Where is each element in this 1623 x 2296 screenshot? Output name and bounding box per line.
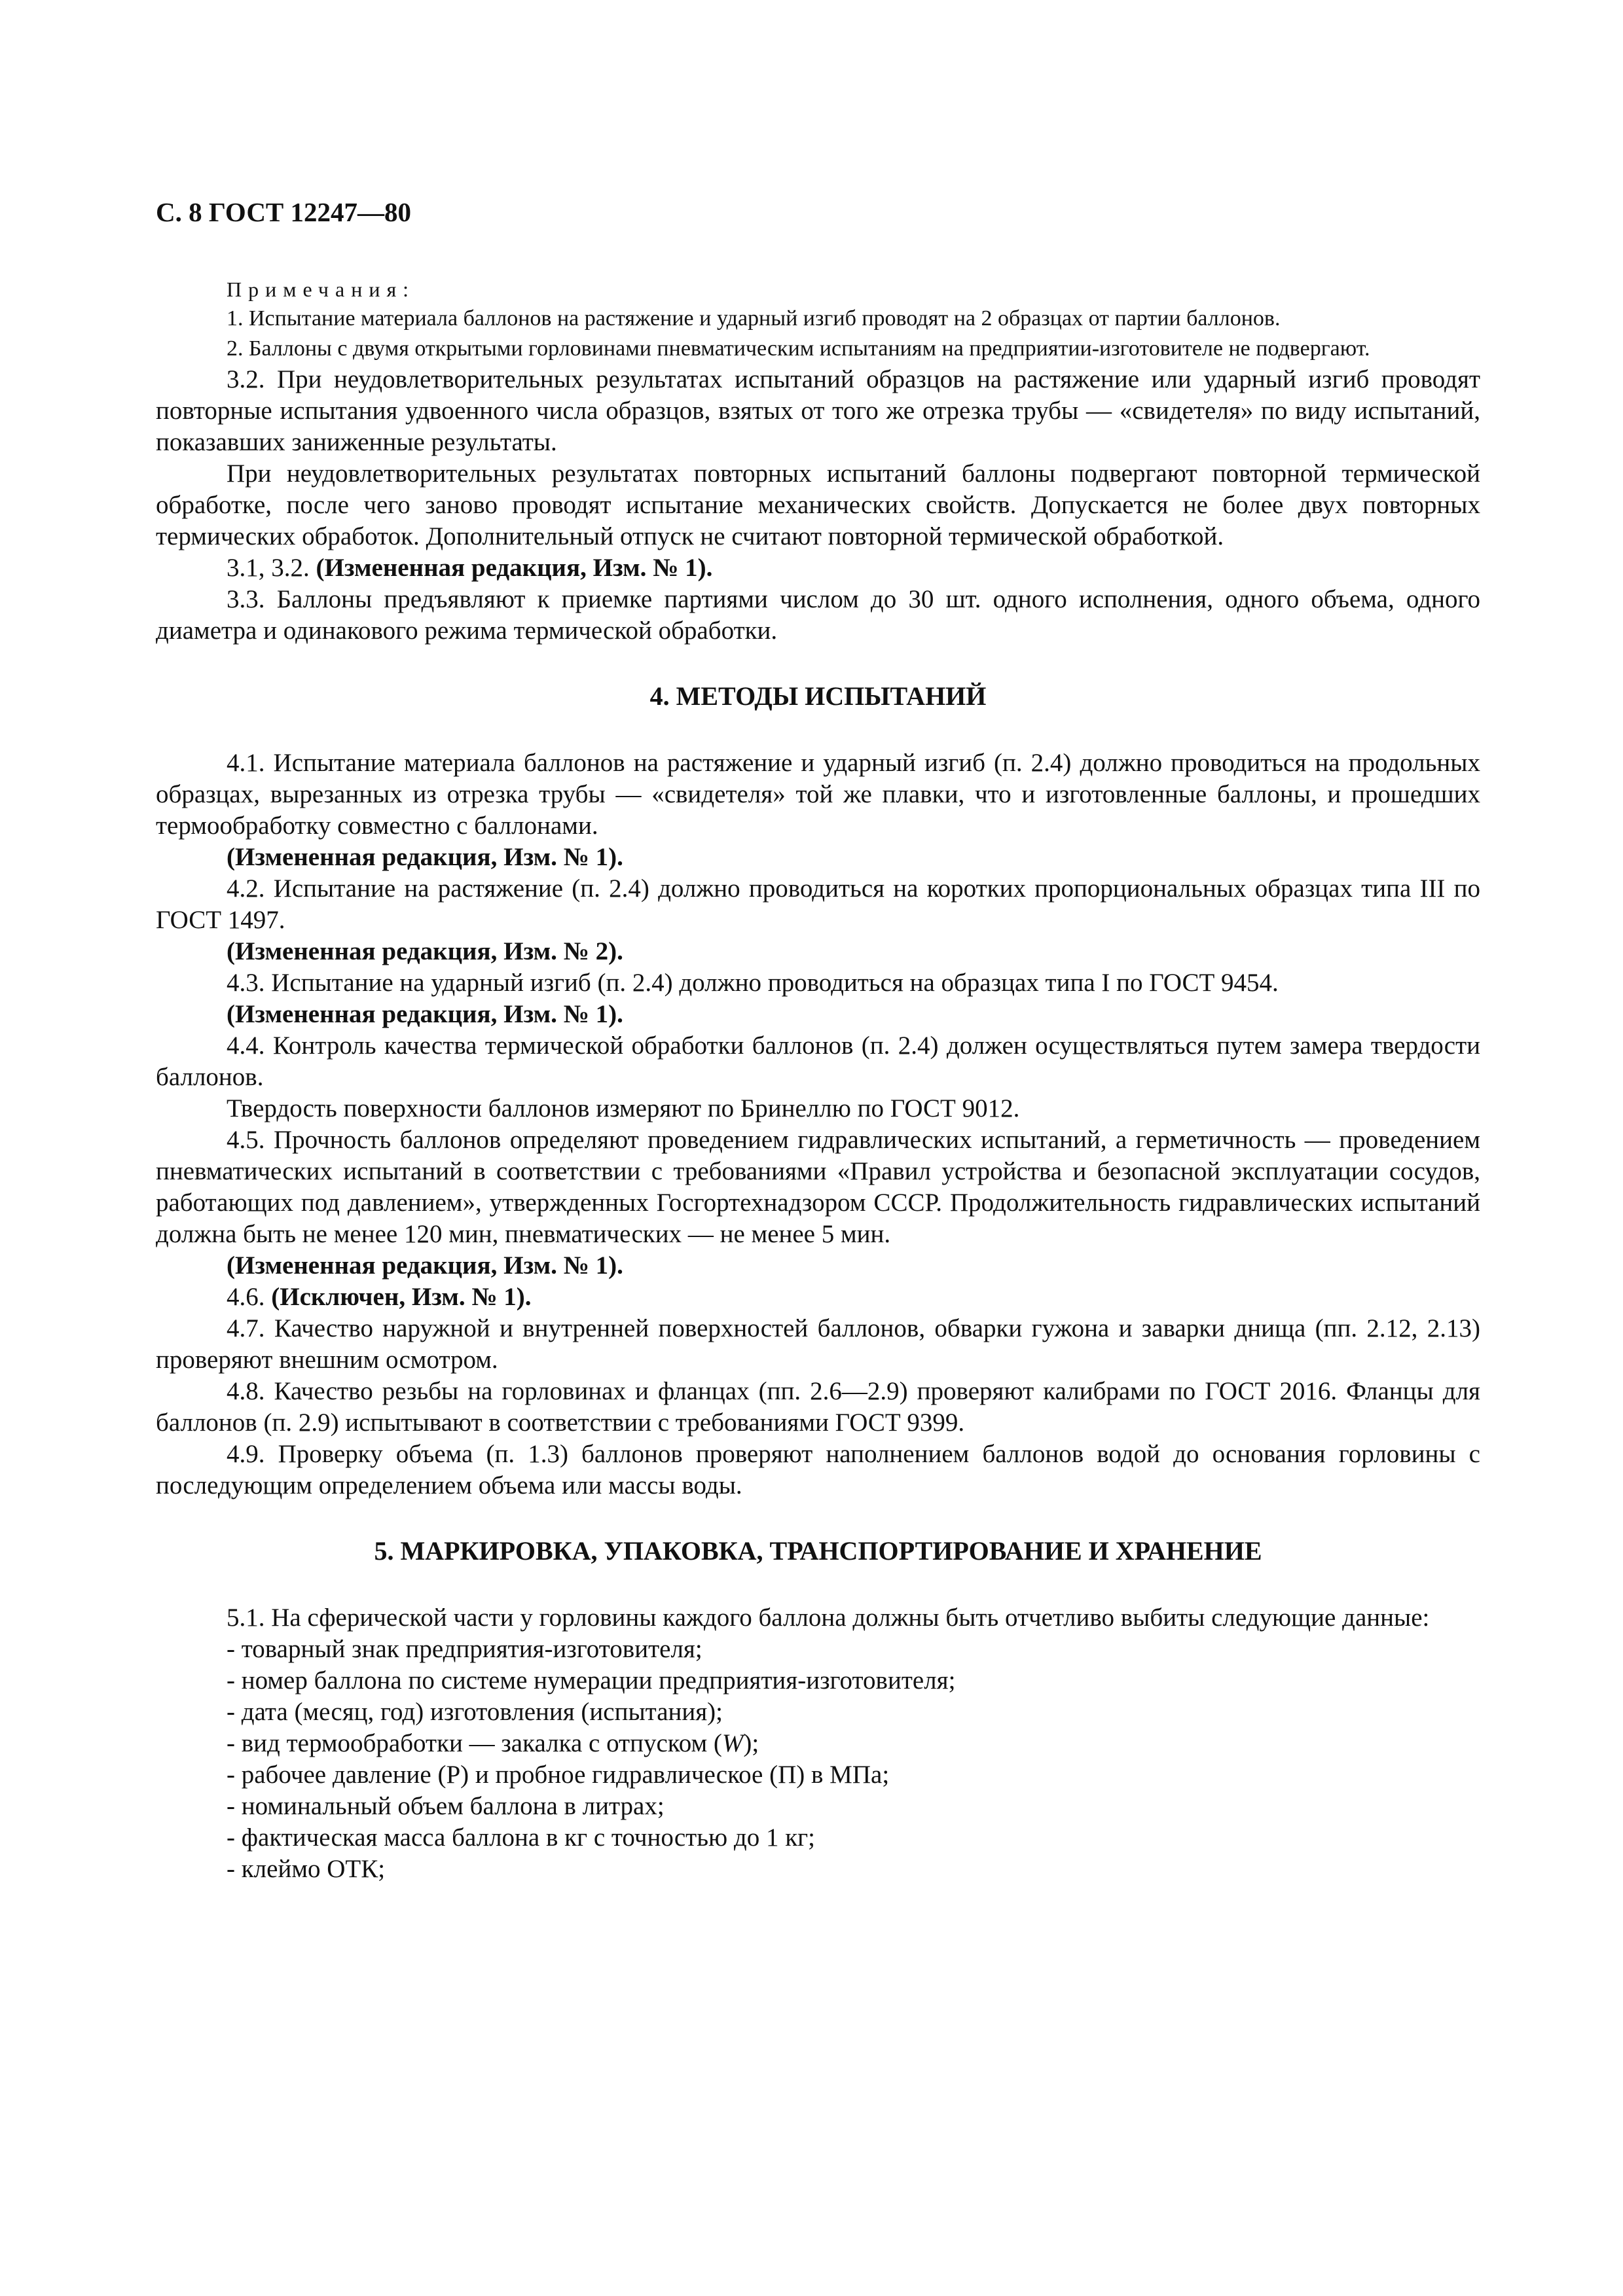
paragraph-3-2: 3.2. При неудовлетворительных результатах испытаний образцов на растяжение или ударный изгиб проводят повторные испытания удвоенного числа образцов, взятых от того же отрезка трубы — «свидетеля» по виду испытаний, показавших заниженные результаты. <box>156 365 1480 456</box>
amendment-4-5: (Измененная редакция, Изм. № 1). <box>227 1251 623 1280</box>
paragraph-4-5: 4.5. Прочность баллонов определяют проведением гидравлических испытаний, а герметичность — проведением пневматических испытаний в соответствии с требованиями «Правил устройства и безопасной эксплуатации сосудов, работающих под давлением», утвержденных Госгортехнадзором СССР. Продолжительность гидравлических испытаний должна быть не менее 120 мин, пневматических — не менее 5 мин. <box>156 1126 1480 1248</box>
list-item: - фактическая масса баллона в кг с точностью до 1 кг; <box>227 1823 815 1852</box>
section-4-title: 4. МЕТОДЫ ИСПЫТАНИЙ <box>649 681 987 711</box>
paragraph-4-9: 4.9. Проверку объема (п. 1.3) баллонов проверяют наполнением баллонов водой до основания горловины с последующим определением объема или массы воды. <box>156 1440 1480 1499</box>
list-item: - клеймо ОТК; <box>227 1855 386 1883</box>
list-item: - номинальный объем баллона в литрах; <box>227 1792 665 1820</box>
list-item: - номер баллона по системе нумерации предприятия-изготовителя; <box>227 1666 956 1695</box>
list-item-w-suffix: ); <box>743 1729 759 1757</box>
paragraph-4-4-hardness: Твердость поверхности баллонов измеряют по Бринеллю по ГОСТ 9012. <box>227 1094 1020 1122</box>
list-item: - товарный знак предприятия-изготовителя; <box>227 1635 702 1663</box>
page-header: С. 8 ГОСТ 12247—80 <box>156 197 412 227</box>
paragraph-4-8: 4.8. Качество резьбы на горловинах и фланцах (пп. 2.6—2.9) проверяют калибрами по ГОСТ 2016. Фланцы для баллонов (п. 2.9) испытывают в соответствии с требованиями ГОСТ 9399. <box>156 1377 1480 1437</box>
amendment-4-1: (Измененная редакция, Изм. № 1). <box>227 843 623 871</box>
paragraph-4-3: 4.3. Испытание на ударный изгиб (п. 2.4) должно проводиться на образцах типа I по ГОСТ 9454. <box>227 969 1279 997</box>
list-item-heat-treatment <box>227 1728 1480 1759</box>
note-1: 1. Испытание материала баллонов на растяжение и ударный изгиб проводят на 2 образцах от партии баллонов. <box>227 306 1281 331</box>
list-item: - рабочее давление (Р) и пробное гидравлическое (П) в МПа; <box>227 1761 890 1789</box>
list-item-w-prefix: - вид термообработки — закалка с отпуском ( <box>227 1729 722 1757</box>
notes-title: Примечания: <box>227 278 416 301</box>
amendment-4-2: (Измененная редакция, Изм. № 2). <box>227 937 623 965</box>
paragraph-4-1: 4.1. Испытание материала баллонов на растяжение и ударный изгиб (п. 2.4) должно проводиться на продольных образцах, вырезанных из отрезка трубы — «свидетеля» той же плавки, что и изготовленные баллоны, и прошедших термообработку совместно с баллонами. <box>156 749 1480 840</box>
paragraph-4-6-excluded: (Исключен, Изм. № 1). <box>271 1283 532 1311</box>
note-2: 2. Баллоны с двумя открытыми горловинами пневматическим испытаниям на предприятии-изготовителе не подвергают. <box>227 336 1370 361</box>
paragraph-3-2-continued: При неудовлетворительных результатах повторных испытаний баллоны подвергают повторной термической обработке, после чего заново проводят испытание механических свойств. Допускается не более двух повторных термических обработок. Дополнительный отпуск не считают повторной термической обработкой. <box>156 459 1480 550</box>
section-5-title: 5. МАРКИРОВКА, УПАКОВКА, ТРАНСПОРТИРОВАНИЕ И ХРАНЕНИЕ <box>374 1536 1262 1566</box>
amendment-text: (Измененная редакция, Изм. № 1). <box>316 554 713 582</box>
amendment-prefix: 3.1, 3.2. <box>227 554 316 582</box>
paragraph-4-6 <box>156 1282 1480 1313</box>
paragraph-5-1: 5.1. На сферической части у горловины каждого баллона должны быть отчетливо выбиты следующие данные: <box>227 1604 1430 1632</box>
list-item: - дата (месяц, год) изготовления (испытания); <box>227 1698 723 1726</box>
paragraph-4-4: 4.4. Контроль качества термической обработки баллонов (п. 2.4) должен осуществляться путем замера твердости баллонов. <box>156 1031 1480 1091</box>
paragraph-4-6-prefix: 4.6. <box>227 1283 272 1311</box>
amendment-3-1-3-2 <box>156 552 1480 584</box>
heat-treatment-mark: W <box>721 1729 744 1757</box>
paragraph-4-2: 4.2. Испытание на растяжение (п. 2.4) должно проводиться на коротких пропорциональных образцах типа III по ГОСТ 1497. <box>156 874 1480 934</box>
amendment-4-3: (Измененная редакция, Изм. № 1). <box>227 1000 623 1028</box>
paragraph-3-3: 3.3. Баллоны предъявляют к приемке партиями числом до 30 шт. одного исполнения, одного объема, одного диаметра и одинакового режима термической обработки. <box>156 585 1480 645</box>
paragraph-4-7: 4.7. Качество наружной и внутренней поверхностей баллонов, обварки гужона и заварки днища (пп. 2.12, 2.13) проверяют внешним осмотром. <box>156 1314 1480 1374</box>
